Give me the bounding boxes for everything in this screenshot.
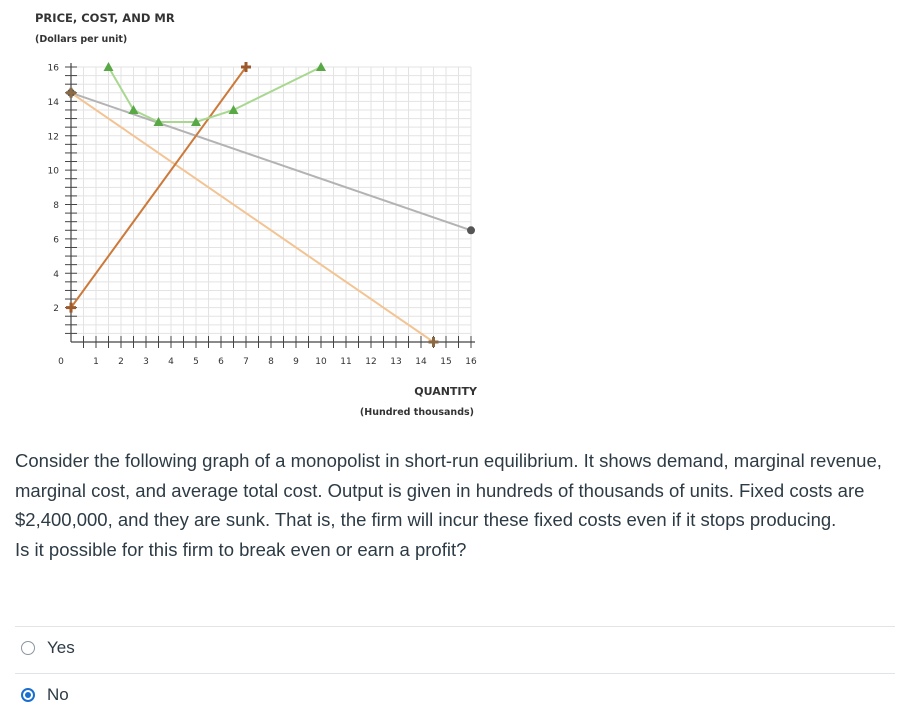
y-tick-label: 12 — [47, 132, 59, 143]
y-tick-label: 10 — [47, 166, 59, 177]
y-tick-label: 2 — [53, 304, 59, 315]
x-tick-label: 11 — [340, 357, 352, 367]
x-tick-label: 16 — [465, 357, 477, 367]
grid-lines — [71, 67, 471, 342]
y-tick-label: 8 — [53, 201, 59, 211]
question-paragraph: Consider the following graph of a monopolist in short-run equilibrium. It shows demand, marginal revenue, marginal cost, and average total cost. Output is given in hundreds of thousands of units. Fixed costs are $2,400,000, and they are sunk. That is, the firm will incur these fixed costs even if it stops producing. — [15, 450, 882, 530]
x-axis-subtitle: (Hundred thousands) — [359, 407, 474, 418]
x-tick-label: 5 — [193, 357, 199, 367]
x-tick-label: 4 — [168, 357, 174, 367]
x-tick-label: 10 — [315, 357, 327, 367]
x-tick-label: 0 — [58, 357, 64, 367]
y-tick-label: 16 — [47, 63, 59, 74]
answer-divider-top — [15, 626, 895, 627]
answer-label-yes: Yes — [47, 638, 75, 657]
y-axis-subtitle: (Dollars per unit) — [35, 34, 128, 45]
monopoly-chart — [0, 0, 500, 430]
answer-option-yes[interactable] — [21, 636, 75, 660]
marker-demand — [467, 226, 475, 234]
x-tick-label: 6 — [218, 357, 224, 367]
radio-yes[interactable] — [21, 641, 35, 655]
radio-no[interactable] — [21, 688, 35, 702]
x-tick-label: 15 — [440, 357, 452, 367]
y-tick-label: 14 — [47, 97, 59, 108]
x-tick-label: 7 — [243, 357, 249, 367]
y-tick-label: 6 — [53, 235, 59, 246]
y-axis-title: PRICE, COST, AND MR — [35, 11, 175, 25]
y-tick-label: 4 — [53, 269, 59, 280]
axes — [48, 63, 477, 367]
x-tick-label: 12 — [365, 357, 377, 367]
x-tick-label: 3 — [143, 357, 149, 367]
question-text — [15, 446, 885, 564]
answer-divider-middle — [15, 673, 895, 674]
x-axis-title: QUANTITY — [414, 385, 477, 398]
answer-label-no: No — [47, 685, 69, 704]
x-tick-label: 8 — [268, 357, 274, 367]
x-tick-label: 9 — [293, 357, 299, 367]
series-line-mr — [71, 93, 434, 342]
chart-svg — [0, 0, 500, 430]
x-tick-label: 1 — [93, 357, 99, 367]
x-tick-label: 13 — [390, 357, 402, 367]
answer-option-no[interactable] — [21, 683, 69, 707]
question-prompt: Is it possible for this firm to break even or earn a profit? — [15, 538, 467, 560]
x-tick-label: 14 — [415, 357, 427, 367]
x-tick-label: 2 — [118, 357, 124, 367]
